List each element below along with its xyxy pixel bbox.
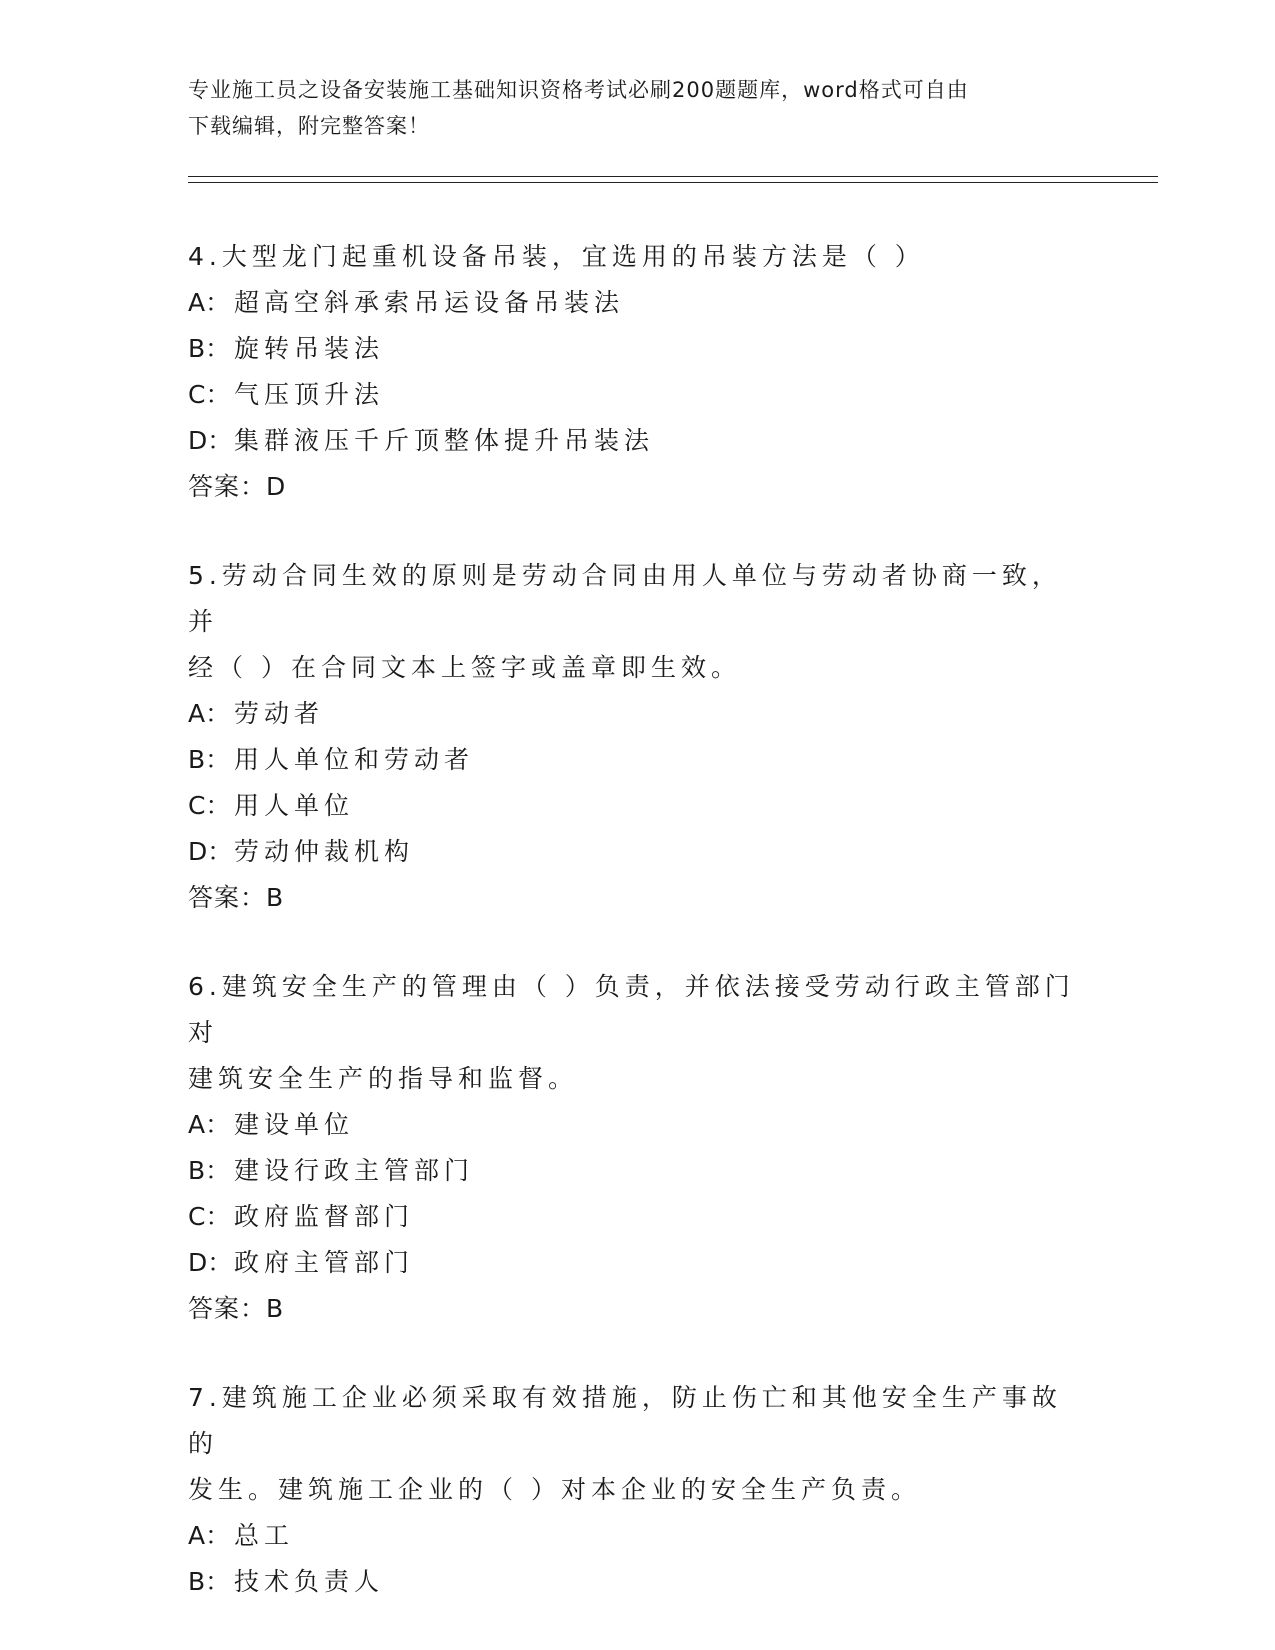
answer: 答案：B [188, 1294, 285, 1323]
option-b [188, 1559, 1088, 1605]
option-key: D： [188, 1248, 233, 1277]
option-d [188, 829, 1088, 875]
option-key: D： [188, 837, 233, 866]
option-text: 政府主管部门 [234, 1248, 415, 1277]
option-d [188, 1240, 1088, 1286]
option-text: 超高空斜承索吊运设备吊装法 [234, 288, 625, 317]
option-text: 气压顶升法 [234, 380, 385, 409]
option-key: C： [188, 791, 231, 820]
answer: 答案：D [188, 472, 287, 501]
option-text: 集群液压千斤顶整体提升吊装法 [234, 426, 655, 455]
option-key: A： [188, 1110, 231, 1139]
option-text: 总工 [234, 1521, 295, 1550]
option-a [188, 1513, 1088, 1559]
option-key: A： [188, 1521, 231, 1550]
option-key: C： [188, 380, 231, 409]
header-rule-bottom [188, 182, 1158, 183]
question-stem-continued: 建筑安全生产的指导和监督。 [188, 1064, 579, 1093]
option-key: B： [188, 1156, 231, 1185]
header-line-2: 下载编辑，附完整答案！ [188, 114, 430, 138]
option-key: C： [188, 1202, 231, 1231]
question-stem: 7.建筑施工企业必须采取有效措施，防止伤亡和其他安全生产事故的 [188, 1383, 1062, 1458]
question-stem-continued: 经（ ）在合同文本上签字或盖章即生效。 [188, 653, 741, 682]
option-key: B： [188, 1567, 231, 1596]
question-7 [188, 1375, 1088, 1605]
question-stem: 4.大型龙门起重机设备吊装，宜选用的吊装方法是（ ） [188, 242, 925, 271]
question-stem-continued: 发生。建筑施工企业的（ ）对本企业的安全生产负责。 [188, 1475, 921, 1504]
option-text: 建设行政主管部门 [234, 1156, 475, 1185]
option-text: 技术负责人 [234, 1567, 385, 1596]
question-stem: 5.劳动合同生效的原则是劳动合同由用人单位与劳动者协商一致，并 [188, 561, 1062, 636]
option-b [188, 1148, 1088, 1194]
question-stem: 6.建筑安全生产的管理由（ ）负责，并依法接受劳动行政主管部门对 [188, 972, 1075, 1047]
option-b [188, 326, 1088, 372]
option-text: 用人单位和劳动者 [234, 745, 475, 774]
option-d [188, 418, 1088, 464]
option-text: 劳动仲裁机构 [234, 837, 415, 866]
option-text: 政府监督部门 [234, 1202, 415, 1231]
option-text: 建设单位 [234, 1110, 355, 1139]
header-rule-top [188, 176, 1158, 177]
document-header [188, 72, 1088, 144]
question-6 [188, 964, 1088, 1332]
option-c [188, 783, 1088, 829]
option-key: B： [188, 334, 231, 363]
header-line-1: 专业施工员之设备安装施工基础知识资格考试必刷200题题库，word格式可自由 [188, 78, 969, 102]
option-text: 用人单位 [234, 791, 355, 820]
option-key: A： [188, 288, 231, 317]
question-4 [188, 234, 1088, 510]
option-c [188, 372, 1088, 418]
option-b [188, 737, 1088, 783]
option-text: 劳动者 [234, 699, 325, 728]
option-key: D： [188, 426, 233, 455]
option-text: 旋转吊装法 [234, 334, 385, 363]
option-key: B： [188, 745, 231, 774]
question-5 [188, 553, 1088, 921]
question-list [188, 234, 1088, 1648]
option-c [188, 1194, 1088, 1240]
option-a [188, 691, 1088, 737]
option-key: A： [188, 699, 231, 728]
answer: 答案：B [188, 883, 285, 912]
option-a [188, 1102, 1088, 1148]
option-a [188, 280, 1088, 326]
